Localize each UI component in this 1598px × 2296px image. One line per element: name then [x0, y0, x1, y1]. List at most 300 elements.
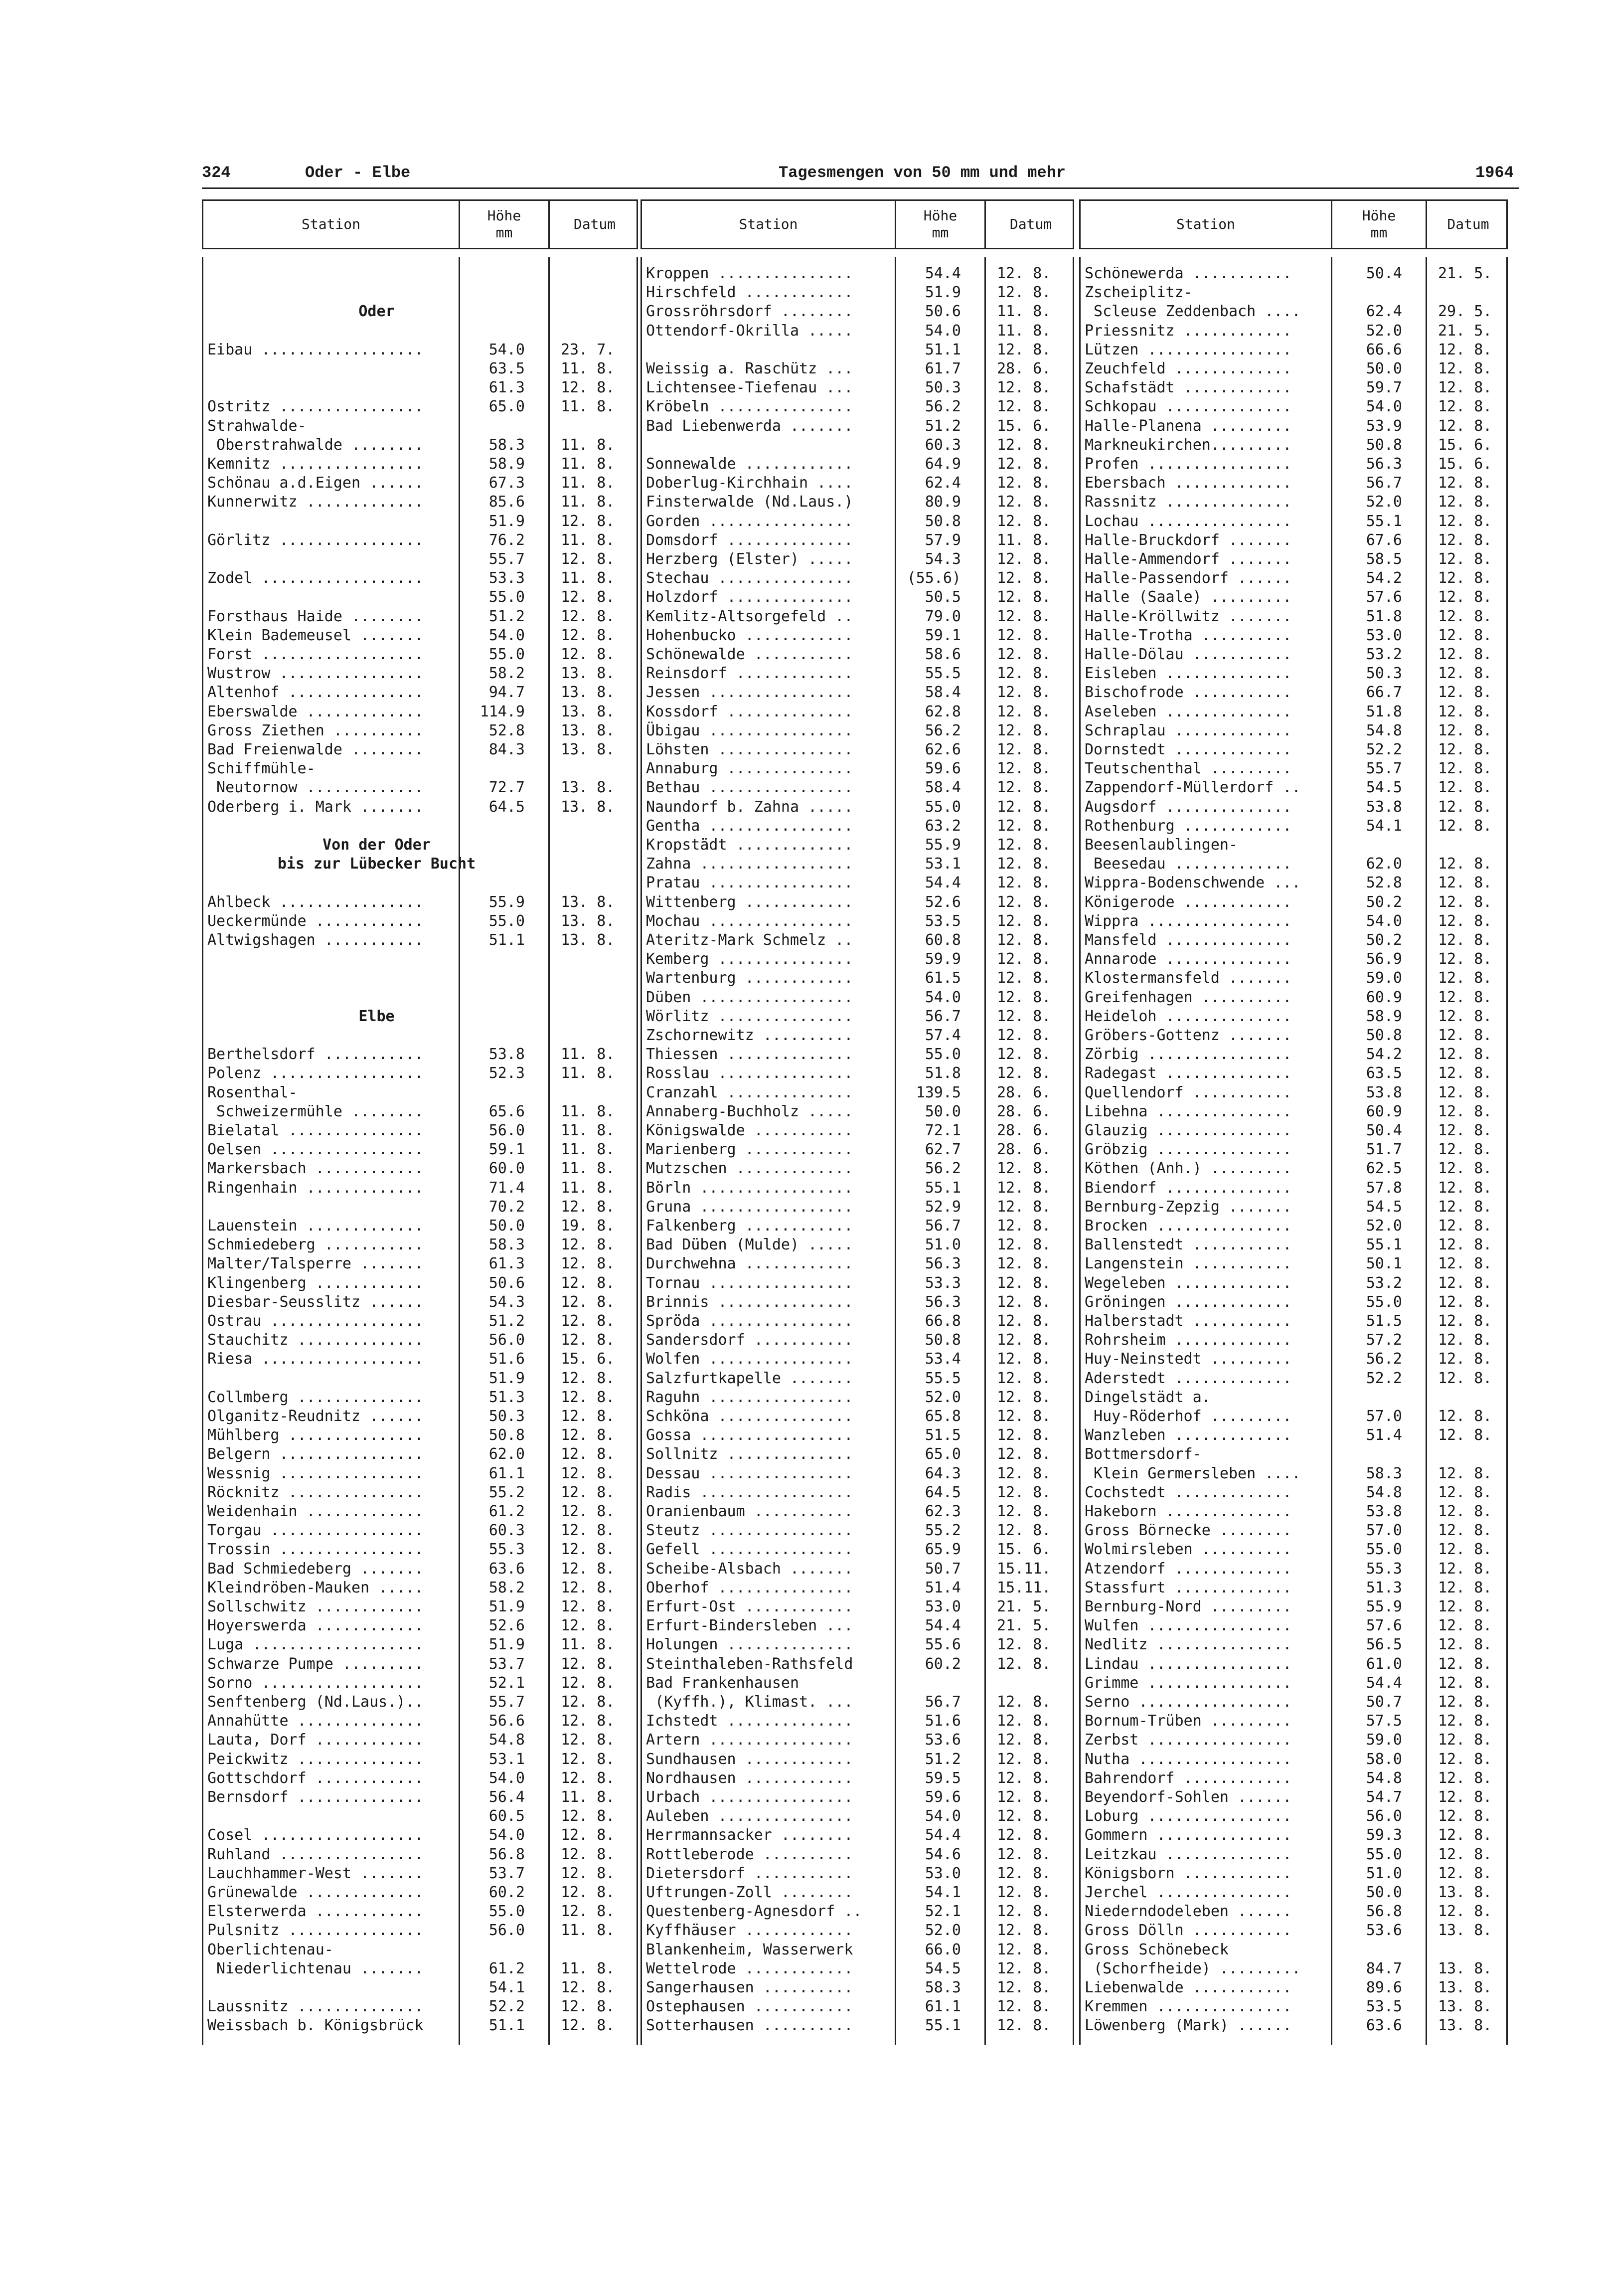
precip-value: 55.0	[488, 1903, 525, 1921]
date-value: 12. 8.	[1438, 1598, 1492, 1615]
station-name: Halle-Dölau ...........	[1085, 646, 1292, 663]
precip-value: 63.6	[488, 1560, 525, 1578]
date-value: 28. 6.	[997, 1141, 1051, 1159]
station-name: Malter/Talsperre .......	[207, 1255, 424, 1273]
precip-value: 52.8	[1366, 874, 1402, 892]
precip-value: 54.2	[1366, 569, 1402, 587]
date-value: 12. 8.	[1438, 988, 1492, 1006]
date-value: 12. 8.	[997, 741, 1051, 758]
precip-value: 85.6	[488, 493, 525, 511]
station-name: Erfurt-Ost ............	[646, 1598, 853, 1615]
station-name: Oderberg i. Mark .......	[207, 798, 424, 816]
station-name: Wulfen ................	[1085, 1617, 1292, 1635]
precip-value: 50.4	[1366, 1122, 1402, 1139]
precip-value: 54.5	[1366, 779, 1402, 797]
date-value: 29. 5.	[1438, 303, 1492, 321]
date-value: 12. 8.	[561, 379, 615, 397]
precip-value: 64.9	[925, 455, 961, 473]
precip-value: 53.0	[925, 1598, 961, 1615]
column-divider	[984, 257, 986, 2045]
precip-value: 79.0	[925, 607, 961, 625]
station-name: Rohrsheim .............	[1085, 1331, 1292, 1349]
precip-value: 53.7	[488, 1655, 525, 1673]
station-name: Scheibe-Alsbach .......	[646, 1560, 853, 1578]
precip-value: 51.9	[488, 1636, 525, 1654]
station-name: Raguhn ................	[646, 1388, 853, 1406]
precip-value: 54.4	[925, 1617, 961, 1635]
precip-value: 55.0	[1366, 1293, 1402, 1311]
date-value: 19. 8.	[561, 1217, 615, 1235]
station-name: Gröningen .............	[1085, 1293, 1292, 1311]
precip-value: 55.0	[488, 912, 525, 930]
precip-value: 54.4	[925, 874, 961, 892]
date-value: 12. 8.	[997, 1179, 1051, 1197]
date-value: 12. 8.	[1438, 741, 1492, 758]
date-value: 12. 8.	[561, 1560, 615, 1578]
station-name: Schköna ...............	[646, 1408, 853, 1425]
date-value: 15. 6.	[1438, 455, 1492, 473]
date-value: 12. 8.	[1438, 931, 1492, 949]
station-name: Atzendorf .............	[1085, 1560, 1292, 1578]
station-name: Brinnis ...............	[646, 1293, 853, 1311]
date-value: 12. 8.	[997, 607, 1051, 625]
station-name: Dingelstädt a.	[1085, 1388, 1211, 1406]
station-name: Wartenburg ............	[646, 969, 853, 987]
date-value: 12. 8.	[997, 1522, 1051, 1540]
precip-value: 55.9	[488, 893, 525, 911]
date-value: 12. 8.	[997, 512, 1051, 530]
date-value: 12. 8.	[997, 1255, 1051, 1273]
date-value: 12. 8.	[1438, 703, 1492, 720]
precip-value: 60.9	[1366, 988, 1402, 1006]
precip-value: 59.1	[925, 626, 961, 644]
station-name: Doberlug-Kirchhain ....	[646, 474, 853, 492]
precip-value: 55.5	[925, 1369, 961, 1387]
date-value: 28. 6.	[997, 1102, 1051, 1120]
date-value: 12. 8.	[997, 1922, 1051, 1940]
date-value: 12. 8.	[1438, 1007, 1492, 1025]
precip-value: 63.5	[1366, 1064, 1402, 1082]
date-value: 21. 5.	[997, 1598, 1051, 1615]
station-name: Bischofrode ...........	[1085, 684, 1292, 702]
date-value: 15. 6.	[561, 1350, 615, 1368]
station-name: Ballenstedt ...........	[1085, 1236, 1292, 1254]
station-name: Niederndodeleben ......	[1085, 1903, 1292, 1921]
date-value: 12. 8.	[1438, 969, 1492, 987]
station-name: Strahwalde-	[207, 417, 307, 435]
precip-value: 54.0	[1366, 398, 1402, 416]
precip-value: 58.4	[925, 684, 961, 702]
precip-value: 57.6	[1366, 1617, 1402, 1635]
date-value: 12. 8.	[1438, 1198, 1492, 1216]
date-value: 12. 8.	[997, 398, 1051, 416]
station-name: Bad Liebenwerda .......	[646, 417, 853, 435]
date-value: 12. 8.	[997, 1350, 1051, 1368]
station-name: Gröbzig ...............	[1085, 1141, 1292, 1159]
precip-value: 61.1	[925, 1998, 961, 2016]
date-value: 12. 8.	[997, 1750, 1051, 1768]
precip-value: 52.1	[925, 1903, 961, 1921]
precip-value: 51.6	[488, 1350, 525, 1368]
precip-value: 51.0	[1366, 1864, 1402, 1882]
precip-value: 63.6	[1366, 2017, 1402, 2035]
station-name: Zodel ..................	[207, 569, 424, 587]
precip-value: 53.4	[925, 1350, 961, 1368]
date-value: 12. 8.	[561, 1312, 615, 1330]
precip-value: 55.3	[1366, 1560, 1402, 1578]
precip-value: 50.2	[1366, 931, 1402, 949]
station-name: Weissig a. Raschütz ...	[646, 360, 853, 377]
station-name: Mansfeld ..............	[1085, 931, 1292, 949]
precip-value: 50.3	[925, 379, 961, 397]
date-value: 12. 8.	[1438, 1845, 1492, 1863]
station-name: Bornum-Trüben .........	[1085, 1712, 1292, 1730]
date-value: 12. 8.	[1438, 1655, 1492, 1673]
date-value: 12. 8.	[1438, 398, 1492, 416]
date-value: 11. 8.	[561, 398, 615, 416]
station-name: Teutschenthal .........	[1085, 760, 1292, 778]
precip-value: 50.7	[925, 1560, 961, 1578]
date-value: 12. 8.	[561, 1255, 615, 1273]
station-name: Schwarze Pumpe .........	[207, 1655, 424, 1673]
date-value: 12. 8.	[1438, 1864, 1492, 1882]
date-value: 12. 8.	[1438, 1426, 1492, 1444]
station-name: Liebenwalde ...........	[1085, 1979, 1292, 1996]
station-name: Glauzig ...............	[1085, 1122, 1292, 1139]
station-name: Nordhausen ............	[646, 1769, 853, 1787]
station-name: Ostrau .................	[207, 1312, 424, 1330]
precip-value: 51.4	[925, 1579, 961, 1596]
date-value: 12. 8.	[561, 1674, 615, 1692]
date-value: 11. 8.	[997, 322, 1051, 340]
precip-value: 52.0	[1366, 493, 1402, 511]
station-name: Lochau ................	[1085, 512, 1292, 530]
precip-value: 57.9	[925, 531, 961, 549]
station-name: Klostermansfeld .......	[1085, 969, 1292, 987]
station-name: Bethau ................	[646, 779, 853, 797]
date-value: 12. 8.	[1438, 855, 1492, 873]
column-divider	[548, 257, 550, 2045]
precip-value: 50.2	[1366, 893, 1402, 911]
precip-value: 72.1	[925, 1122, 961, 1139]
station-name: Schkopau ..............	[1085, 398, 1292, 416]
header-station: Station	[203, 201, 460, 248]
station-name: Forst ..................	[207, 646, 424, 663]
date-value: 28. 6.	[997, 1122, 1051, 1139]
station-name: Ringenhain .............	[207, 1179, 424, 1197]
precip-value: 53.0	[1366, 626, 1402, 644]
station-name: Görlitz ................	[207, 531, 424, 549]
station-name: Wippra-Bodenschwende ...	[1085, 874, 1301, 892]
station-name: Sangerhausen ..........	[646, 1979, 853, 1996]
precip-value: 66.6	[1366, 341, 1402, 358]
date-value: 12. 8.	[997, 265, 1051, 282]
station-name: Uftrungen-Zoll ........	[646, 1884, 853, 1901]
station-name: Zappendorf-Müllerdorf ..	[1085, 779, 1301, 797]
station-name: Ostritz ................	[207, 398, 424, 416]
station-name: Libehna ...............	[1085, 1102, 1292, 1120]
station-name: Annahütte ..............	[207, 1712, 424, 1730]
date-value: 12. 8.	[1438, 569, 1492, 587]
station-name: Zerbst ................	[1085, 1731, 1292, 1749]
precip-value: 54.0	[1366, 912, 1402, 930]
station-name: Schiffmühle-	[207, 760, 316, 778]
station-name: (Schorfheide) .........	[1085, 1959, 1301, 1977]
date-value: 12. 8.	[997, 1807, 1051, 1825]
station-name: Annaburg ..............	[646, 760, 853, 778]
precip-value: 51.4	[1366, 1426, 1402, 1444]
precip-value: 55.7	[1366, 760, 1402, 778]
date-value: 12. 8.	[997, 493, 1051, 511]
precip-value: 54.3	[925, 550, 961, 568]
precip-value: 51.5	[925, 1426, 961, 1444]
precip-value: 94.7	[488, 684, 525, 702]
precip-value: 57.0	[1366, 1408, 1402, 1425]
date-value: 12. 8.	[997, 893, 1051, 911]
station-name: Wippra ................	[1085, 912, 1292, 930]
precip-value: 55.0	[488, 588, 525, 606]
date-value: 12. 8.	[1438, 1826, 1492, 1844]
date-value: 11. 8.	[561, 493, 615, 511]
precip-value: 51.8	[1366, 607, 1402, 625]
station-name: Halle-Bruckdorf .......	[1085, 531, 1292, 549]
station-name: Gross Ziethen ..........	[207, 721, 424, 739]
precip-value: 54.2	[1366, 1046, 1402, 1063]
precip-value: 56.0	[1366, 1807, 1402, 1825]
date-value: 12. 8.	[561, 1274, 615, 1292]
precip-value: 61.7	[925, 360, 961, 377]
date-value: 12. 8.	[997, 931, 1051, 949]
station-name: Bernburg-Zepzig .......	[1085, 1198, 1292, 1216]
date-value: 12. 8.	[1438, 1788, 1492, 1806]
station-name: Lauta, Dorf ............	[207, 1731, 424, 1749]
date-value: 12. 8.	[1438, 1617, 1492, 1635]
date-value: 11. 8.	[561, 569, 615, 587]
date-value: 12. 8.	[561, 2017, 615, 2035]
page-number: 324	[202, 164, 231, 182]
precip-value: 50.4	[1366, 265, 1402, 282]
station-name: Bad Frankenhausen	[646, 1674, 799, 1692]
precip-value: 59.7	[1366, 379, 1402, 397]
date-value: 11. 8.	[561, 531, 615, 549]
station-name: Cosel ..................	[207, 1826, 424, 1844]
precip-value: 53.9	[1366, 417, 1402, 435]
station-name: Wittenberg ............	[646, 893, 853, 911]
date-value: 12. 8.	[997, 1941, 1051, 1958]
precip-value: 53.3	[925, 1274, 961, 1292]
precip-value: 55.0	[488, 646, 525, 663]
header-rule	[202, 187, 1519, 189]
station-name: Zschornewitz ..........	[646, 1027, 853, 1044]
station-name: Diesbar-Seusslitz ......	[207, 1293, 424, 1311]
date-value: 12. 8.	[561, 1541, 615, 1559]
station-name: Herzberg (Elster) .....	[646, 550, 853, 568]
precip-value: 60.5	[488, 1807, 525, 1825]
date-value: 15.11.	[997, 1560, 1051, 1578]
station-name: Cranzahl ..............	[646, 1083, 853, 1101]
date-value: 12. 8.	[561, 1408, 615, 1425]
date-value: 12. 8.	[561, 1293, 615, 1311]
station-name: Markneukirchen.........	[1085, 436, 1292, 454]
date-value: 12. 8.	[997, 474, 1051, 492]
date-value: 12. 8.	[997, 1903, 1051, 1921]
station-name: Greifenhagen ..........	[1085, 988, 1292, 1006]
date-value: 12. 8.	[997, 1408, 1051, 1425]
date-value: 12. 8.	[1438, 474, 1492, 492]
precip-value: 55.1	[1366, 512, 1402, 530]
precip-value: 58.3	[488, 1236, 525, 1254]
precip-value: 62.0	[488, 1445, 525, 1463]
date-value: 12. 8.	[997, 1979, 1051, 1996]
station-name: Cochstedt .............	[1085, 1483, 1292, 1501]
date-value: 12. 8.	[1438, 665, 1492, 683]
precip-value: 56.7	[925, 1217, 961, 1235]
station-name: Grossröhrsdorf ........	[646, 303, 853, 321]
date-value: 12. 8.	[997, 779, 1051, 797]
precip-value: 58.6	[925, 646, 961, 663]
precip-value: 56.2	[925, 1160, 961, 1178]
date-value: 12. 8.	[1438, 1122, 1492, 1139]
station-name: Neutornow .............	[207, 779, 424, 797]
station-name: Nedlitz ...............	[1085, 1636, 1292, 1654]
date-value: 12. 8.	[997, 646, 1051, 663]
date-value: 12. 8.	[1438, 1236, 1492, 1254]
precip-value: 55.1	[925, 1179, 961, 1197]
precip-value: 62.8	[925, 703, 961, 720]
date-value: 12. 8.	[997, 550, 1051, 568]
station-name: Kropstädt .............	[646, 836, 853, 854]
date-value: 12. 8.	[997, 1007, 1051, 1025]
station-name: Schmiedeberg ...........	[207, 1236, 424, 1254]
date-value: 12. 8.	[997, 379, 1051, 397]
precip-value: 52.0	[1366, 1217, 1402, 1235]
station-name: Artern ................	[646, 1731, 853, 1749]
date-value: 12. 8.	[561, 1884, 615, 1901]
date-value: 12. 8.	[1438, 1217, 1492, 1235]
station-name: Domsdorf ..............	[646, 531, 853, 549]
date-value: 13. 8.	[561, 893, 615, 911]
section-title: Oder	[358, 303, 395, 321]
date-value: 12. 8.	[1438, 684, 1492, 702]
precip-value: 54.4	[925, 1826, 961, 1844]
date-value: 13. 8.	[561, 798, 615, 816]
station-name: Luga ...................	[207, 1636, 424, 1654]
precip-value: 54.1	[1366, 817, 1402, 835]
station-name: Grünewalde .............	[207, 1884, 424, 1901]
station-name: Lauenstein .............	[207, 1217, 424, 1235]
date-value: 12. 8.	[1438, 1541, 1492, 1559]
precip-value: 56.8	[488, 1845, 525, 1863]
date-value: 21. 5.	[1438, 322, 1492, 340]
station-name: Ebersbach .............	[1085, 474, 1292, 492]
station-name: Sundhausen ............	[646, 1750, 853, 1768]
date-value: 12. 8.	[997, 1998, 1051, 2016]
column-divider	[1426, 257, 1427, 2045]
station-name: Röcknitz ...............	[207, 1483, 424, 1501]
precip-value: 52.6	[488, 1617, 525, 1635]
precip-value: 66.7	[1366, 684, 1402, 702]
date-value: 13. 8.	[561, 703, 615, 720]
station-name: Bahrendorf ............	[1085, 1769, 1292, 1787]
station-name: Kröbeln ...............	[646, 398, 853, 416]
precip-value: 61.1	[488, 1464, 525, 1482]
precip-value: 54.1	[488, 1979, 525, 1996]
precip-value: 50.6	[925, 303, 961, 321]
date-value: 12. 8.	[561, 1903, 615, 1921]
station-name: Wolfen ................	[646, 1350, 853, 1368]
date-value: 11. 8.	[561, 1046, 615, 1063]
date-value: 15. 6.	[997, 417, 1051, 435]
station-name: Königsborn ............	[1085, 1864, 1292, 1882]
date-value: 13. 8.	[1438, 1959, 1492, 1977]
precip-value: 54.4	[1366, 1674, 1402, 1692]
date-value: 12. 8.	[1438, 893, 1492, 911]
station-name: Beyendorf-Sohlen ......	[1085, 1788, 1292, 1806]
precip-value: 53.6	[925, 1731, 961, 1749]
station-name: Belgern ................	[207, 1445, 424, 1463]
date-value: 12. 8.	[997, 684, 1051, 702]
date-value: 12. 8.	[997, 1483, 1051, 1501]
station-name: Gefell ................	[646, 1541, 853, 1559]
date-value: 12. 8.	[997, 1046, 1051, 1063]
precip-value: 53.8	[1366, 798, 1402, 816]
precip-value: 62.7	[925, 1141, 961, 1159]
station-name: Löwenberg (Mark) ......	[1085, 2017, 1292, 2035]
precip-value: 55.1	[925, 2017, 961, 2035]
station-name: Niederlichtenau .......	[207, 1959, 424, 1977]
date-value: 12. 8.	[561, 607, 615, 625]
station-name: Dietersdorf ...........	[646, 1864, 853, 1882]
precip-value: 54.5	[1366, 1198, 1402, 1216]
precip-value: 63.2	[925, 817, 961, 835]
station-name: Klingenberg ............	[207, 1274, 424, 1292]
station-name: Gorden ................	[646, 512, 853, 530]
station-name: Profen ................	[1085, 455, 1292, 473]
precip-value: 56.2	[925, 721, 961, 739]
station-name: Lindau ................	[1085, 1655, 1292, 1673]
station-name: Leitzkau ..............	[1085, 1845, 1292, 1863]
date-value: 13. 8.	[561, 721, 615, 739]
date-value: 12. 8.	[997, 665, 1051, 683]
date-value: 12. 8.	[1438, 1636, 1492, 1654]
date-value: 13. 8.	[561, 684, 615, 702]
date-value: 12. 8.	[997, 1503, 1051, 1520]
precip-value: 51.1	[488, 931, 525, 949]
precip-value: 61.2	[488, 1959, 525, 1977]
station-name: Naundorf b. Zahna .....	[646, 798, 853, 816]
precip-value: 61.2	[488, 1503, 525, 1520]
date-value: 11. 8.	[561, 1788, 615, 1806]
station-name: Lauchhammer-West .......	[207, 1864, 424, 1882]
date-value: 12. 8.	[1438, 1141, 1492, 1159]
station-name: Reinsdorf .............	[646, 665, 853, 683]
station-name: Spröda ................	[646, 1312, 853, 1330]
date-value: 12. 8.	[1438, 512, 1492, 530]
precip-value: 58.2	[488, 665, 525, 683]
precip-value: 51.2	[925, 417, 961, 435]
precip-value: 54.0	[925, 322, 961, 340]
station-name: Polenz .................	[207, 1064, 424, 1082]
station-name: Ichstedt ..............	[646, 1712, 853, 1730]
date-value: 11. 8.	[561, 360, 615, 377]
precip-value: 58.0	[1366, 1750, 1402, 1768]
date-value: 12. 8.	[561, 1198, 615, 1216]
date-value: 12. 8.	[1438, 531, 1492, 549]
date-value: 12. 8.	[1438, 646, 1492, 663]
date-value: 12. 8.	[561, 1483, 615, 1501]
precip-value: 52.8	[488, 721, 525, 739]
precip-value: 50.8	[1366, 436, 1402, 454]
